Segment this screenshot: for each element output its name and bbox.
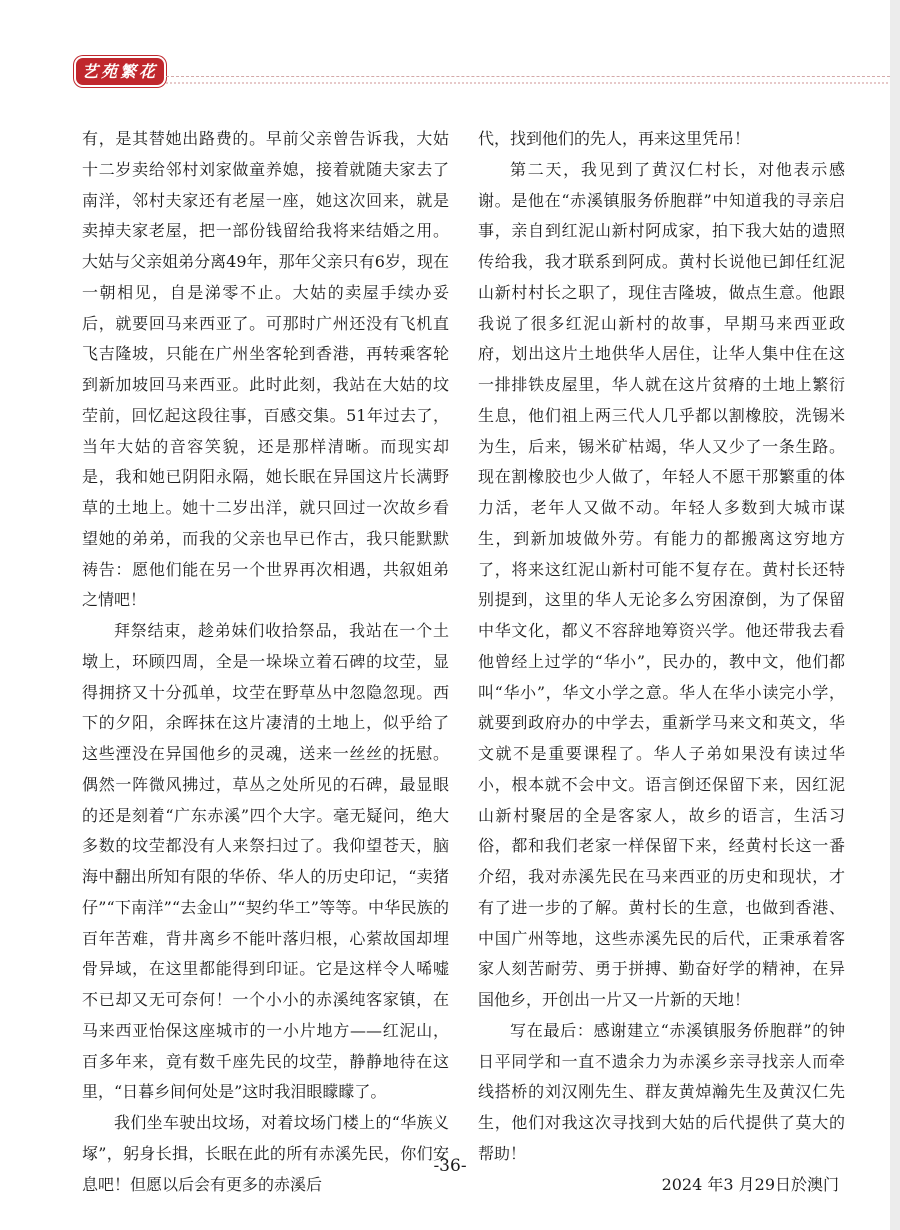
paragraph: 拜祭结束，趁弟妹们收拾祭品，我站在一个土墩上，环顾四周，全是一垛垛立着石碑的坟茔，显得拥挤又十分孤单，坟茔在野草丛中忽隐忽现。西下的夕阳，余晖抹在这片凄清的土地上，似乎给了这些湮没在异国他乡的灵魂，送来一丝丝的抚慰。偶然一阵微风拂过，草丛之处所见的石碑，最显眼的还是刻着“广东赤溪”四个大字。毫无疑问，绝大多数的坟茔都没有人来祭扫过了。我仰望苍天，脑海中翻出所知有限的华侨、华人的历史印记，“卖猪仔”“下南洋”“去金山”“契约华工”等等。中华民族的百年苦难，背井离乡不能叶落归根，心萦故国却埋骨异域，在这里都能得到印证。它是这样令人唏嘘不已却又无可奈何！一个小小的赤溪纯客家镇，在马来西亚怡保这座城市的一小片地方——红泥山，百多年来，竟有数千座先民的坟茔，静静地待在这里，“日暮乡间何处是”这时我泪眼矇矇了。	[82, 621, 449, 1102]
date-line: 2024 年3 月29日於澳门	[661, 1174, 839, 1194]
right-column	[478, 124, 845, 1200]
section-badge: 艺苑繁花	[76, 58, 164, 85]
left-column	[82, 124, 449, 1200]
paragraph: 写在最后：感谢建立“赤溪镇服务侨胞群”的钟日平同学和一直不遗余力为赤溪乡亲寻找亲人而牵线搭桥的刘汉刚先生、群友黄焯瀚先生及黄汉仁先生，他们对我这次寻找到大姑的后代提供了莫大的帮助！	[478, 1020, 845, 1163]
page-number: -36-	[433, 1156, 467, 1176]
paragraph: 第二天，我见到了黄汉仁村长，对他表示感谢。是他在“赤溪镇服务侨胞群”中知道我的寻亲启事，亲自到红泥山新村阿成家，拍下我大姑的遗照传给我，我才联系到阿成。黄村长说他已卸任红泥山新村村长之职了，现住吉隆坡，做点生意。他跟我说了很多红泥山新村的故事，早期马来西亚政府，划出这片土地供华人居住，让华人集中住在这一排排铁皮屋里，华人就在这片贫瘠的土地上繁衍生息，他们祖上两三代人几乎都以割橡胶，洗锡米为生，后来，锡米矿枯竭，华人又少了一条生路。现在割橡胶也少人做了，年轻人不愿干那繁重的体力活，老年人又做不动。年轻人多数到大城市谋生，到新加坡做外劳。有能力的都搬离这穷地方了，将来这红泥山新村可能不复存在。黄村长还特别提到，这里的华人无论多么穷困潦倒，为了保留中华文化，都义不容辞地筹资兴学。他还带我去看他曾经上过学的“华小”，民办的，教中文，他们都叫“华小”，华文小学之意。华人在华小读完小学，就要到政府办的中学去，重新学马来文和英文，华文就不是重要课程了。华人子弟如果没有读过华小，根本就不会中文。语言倒还保留下来，因红泥山新村聚居的全是客家人，故乡的语言，生活习俗，都和我们老家一样保留下来，经黄村长这一番介绍，我对赤溪先民在马来西亚的历史和现状，才有了进一步的了解。黄村长的生意，也做到香港、中国广州等地，这些赤溪先民的后代，正秉承着客家人刻苦耐劳、勇于拼搏、勤奋好学的精神，在异国他乡，开创出一片又一片新的天地！	[478, 159, 845, 1009]
paragraph: 我们坐车驶出坟场，对着坟场门楼上的“华族义塚”，躬身长揖，长眠在此的所有赤溪先民，你们安息吧！但愿以后会有更多的赤溪后	[82, 1113, 449, 1194]
page-edge	[890, 0, 900, 1230]
header-divider-dots	[166, 82, 900, 84]
page-header	[0, 0, 900, 100]
header-divider	[166, 76, 900, 77]
paragraph: 代，找到他们的先人，再来这里凭吊！	[478, 129, 751, 148]
paragraph: 有，是其替她出路费的。早前父亲曾告诉我，大姑十二岁卖给邻村刘家做童养媳，接着就随夫家去了南洋，邻村夫家还有老屋一座，她这次回来，就是卖掉夫家老屋，把一部份钱留给我将来结婚之用。大姑与父亲姐弟分离49年，那年父亲只有6岁，现在一朝相见，自是涕零不止。大姑的卖屋手续办妥后，就要回马来西亚了。可那时广州还没有飞机直飞吉隆坡，只能在广州坐客轮到香港，再转乘客轮到新加坡回马来西亚。此时此刻，我站在大姑的坟茔前，回忆起这段往事，百感交集。51年过去了，当年大姑的音容笑貌，还是那样清晰。而现实却是，我和她已阴阳永隔，她长眠在异国这片长满野草的土地上。她十二岁出洋，就只回过一次故乡看望她的弟弟，而我的父亲也早已作古，我只能默默祷告：愿他们能在另一个世界再次相遇，共叙姐弟之情吧！	[82, 129, 449, 610]
